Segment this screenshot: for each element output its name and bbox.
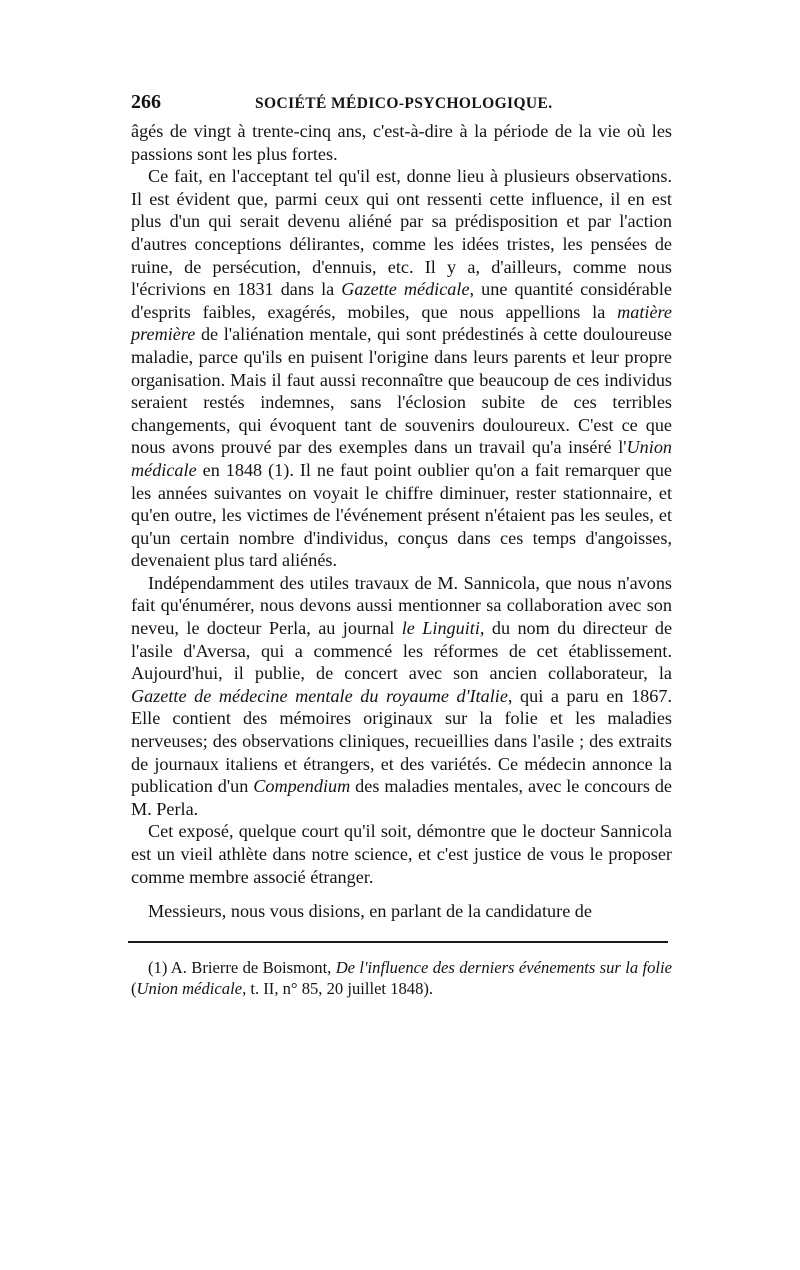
footnote: (1) A. Brierre de Boismont, De l'influence des derniers événements sur la folie (Union médicale, t. II, n° 85, 20 juillet 1848). [131, 957, 673, 998]
paragraph-4: Cet exposé, quelque court qu'il soit, démontre que le docteur Sannicola est un vieil athlète dans notre science, et c'est justice de vous le proposer comme membre associé étranger. [131, 821, 672, 887]
page-number: 266 [131, 91, 161, 113]
running-title: SOCIÉTÉ MÉDICO-PSYCHOLOGIQUE. [255, 95, 553, 112]
footnote-journal-title: Union médicale [136, 978, 243, 998]
book-title-compendium: Compendium [253, 776, 351, 797]
book-page [131, 90, 672, 999]
journal-title-gazette-medecine-mentale: Gazette de médecine mentale du royaume d'Italie [131, 685, 508, 706]
journal-title-gazette-medicale: Gazette médicale [341, 279, 470, 300]
page-header [131, 90, 672, 120]
paragraph-1: âgés de vingt à trente-cinq ans, c'est-à-dire à la période de la vie où les passions sont les plus fortes. [131, 121, 672, 164]
body-text [131, 120, 672, 923]
paragraph-3: Indépendamment des utiles travaux de M. Sannicola, que nous n'avons fait qu'énumérer, nous devons aussi mentionner sa collaboration avec son neveu, le docteur Perla, au journal le Linguiti, du nom du directeur de l'asile d'Aversa, qui a commencé les réformes de cet établissement. Aujourd'hui, il publie, de concert avec son ancien collaborateur, la Gazette de médecine mentale du royaume d'Italie, qui a paru en 1867. Elle contient des mémoires originaux sur la folie et les maladies nerveuses; des observations cliniques, recueillies dans l'asile ; des extraits de journaux italiens et étrangers, et des variétés. Ce médecin annonce la publication d'un Compendium des maladies mentales, avec le concours de M. Perla. [131, 572, 673, 819]
footnote-divider [128, 941, 668, 943]
journal-title-union-medicale: Union médicale [131, 437, 672, 480]
paragraph-5: Messieurs, nous vous disions, en parlant de la candidature de [148, 901, 592, 922]
footnote-work-title: De l'influence des derniers événements sur la folie [335, 957, 673, 977]
emphasis-matiere-premiere: matière première [131, 301, 672, 345]
journal-title-le-linguiti: le Linguiti [401, 618, 480, 639]
paragraph-2: Ce fait, en l'acceptant tel qu'il est, donne lieu à plusieurs observations. Il est évident que, parmi ceux qui ont ressenti cette influence, il en est plus d'un qui serait devenu aliéné par sa prédisposition et par l'action d'autres conceptions délirantes, comme les idées tristes, les pensées de ruine, de persécution, d'ennuis, etc. Il y a, d'ailleurs, comme nous l'écrivions en 1831 dans la Gazette médicale, une quantité considérable d'esprits faibles, exagérés, mobiles, que nous appellions la matière première de l'aliénation mentale, qui sont prédestinés à cette douloureuse maladie, parce qu'ils en puisent l'origine dans leurs parents et leur propre organisation. Mais il faut aussi reconnaître que beaucoup de ces individus seraient restés indemnes, sans l'éclosion subite de ces terribles changements, qui évoquent tant de souvenirs douloureux. C'est ce que nous avons prouvé par des exemples dans un travail qu'a inséré l'Union médicale en 1848 (1). Il ne faut point oublier qu'on a fait remarquer que les années suivantes on voyait le chiffre diminuer, rester stationnaire, et qu'en outre, les victimes de l'événement présent n'étaient pas les seules, et qu'un certain nombre d'individus, conçus dans ces temps d'angoisses, devenaient plus tard aliénés. [131, 166, 672, 571]
